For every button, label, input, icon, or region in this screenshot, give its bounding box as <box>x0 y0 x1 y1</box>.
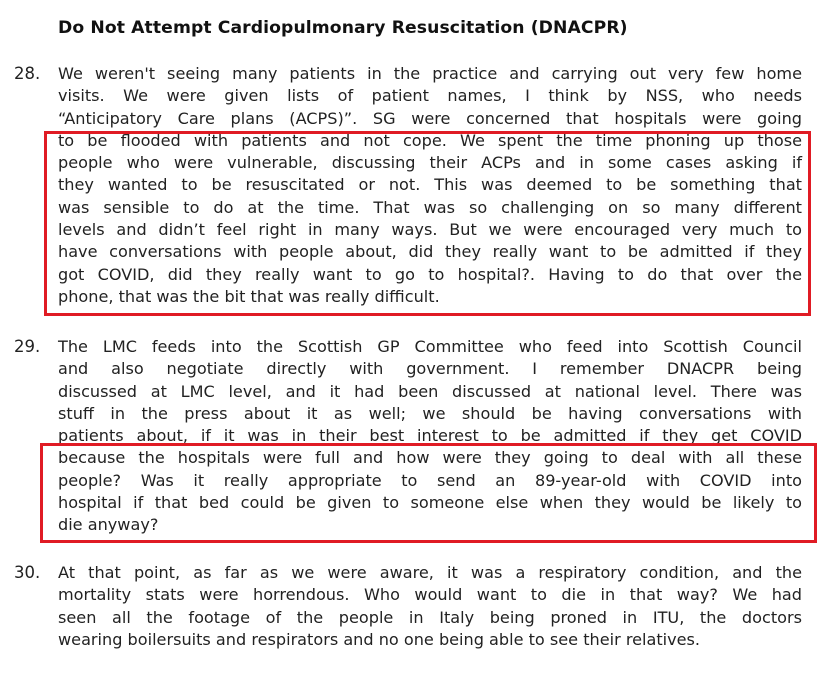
text-line: stuff in the press about it as well; we should be having conversations with <box>58 403 802 423</box>
text-line: have conversations with people about, did they really want to be admitted if they <box>58 242 802 262</box>
text-line: because the hospitals were full and how were they going to deal with all these <box>58 448 802 468</box>
text-line: mortality stats were horrendous. Who would want to die in that way? We had <box>58 585 802 605</box>
text-line: wearing boilersuits and respirators and no one being able to see their relatives. <box>58 629 701 649</box>
text-line: was sensible to do at the time. That was so challenging on so many different <box>58 197 802 217</box>
text-line: “Anticipatory Care plans (ACPS)”. SG were concerned that hospitals were going <box>58 108 802 128</box>
text-line: phone, that was the bit that was really difficult. <box>58 286 440 306</box>
highlight-box-paragraph-28 <box>44 131 811 316</box>
text-line: At that point, as far as we were aware, it was a respiratory condition, and the <box>58 563 802 582</box>
text-line: patients about, if it was in their best interest to be admitted if they get COVID <box>58 426 802 446</box>
text-line: The LMC feeds into the Scottish GP Committee who feed into Scottish Council <box>58 337 802 356</box>
text-line: die anyway? <box>58 515 159 535</box>
section-heading: Do Not Attempt Cardiopulmonary Resuscitation (DNACPR) <box>58 18 628 38</box>
text-line: they wanted to be resuscitated or not. This was deemed to be something that <box>58 175 802 195</box>
text-line: seen all the footage of the people in Italy being proned in ITU, the doctors <box>58 607 802 627</box>
paragraph-number: 28. <box>14 64 41 83</box>
paragraph-number: 30. <box>14 563 41 582</box>
text-line: We weren't seeing many patients in the practice and carrying out very few home <box>58 64 802 83</box>
text-line: levels and didn’t feel right in many ways. But we were encouraged very much to <box>58 220 802 240</box>
text-line: and also negotiate directly with government. I remember DNACPR being <box>58 359 802 379</box>
text-line: discussed at LMC level, and it had been discussed at national level. There was <box>58 381 802 401</box>
paragraph-number: 29. <box>14 337 41 356</box>
text-line: to be flooded with patients and not cope. We spent the time phoning up those <box>58 130 802 150</box>
text-line: got COVID, did they really want to go to hospital?. Having to do that over the <box>58 264 802 284</box>
text-line: visits. We were given lists of patient names, I think by NSS, who needs <box>58 86 802 106</box>
text-line: hospital if that bed could be given to someone else when they would be likely to <box>58 493 802 513</box>
text-line: people? Was it really appropriate to send an 89-year-old with COVID into <box>58 470 802 490</box>
highlight-box-paragraph-29 <box>40 443 817 543</box>
text-line: people who were vulnerable, discussing their ACPs and in some cases asking if <box>58 153 802 173</box>
paragraph-text <box>58 562 802 651</box>
